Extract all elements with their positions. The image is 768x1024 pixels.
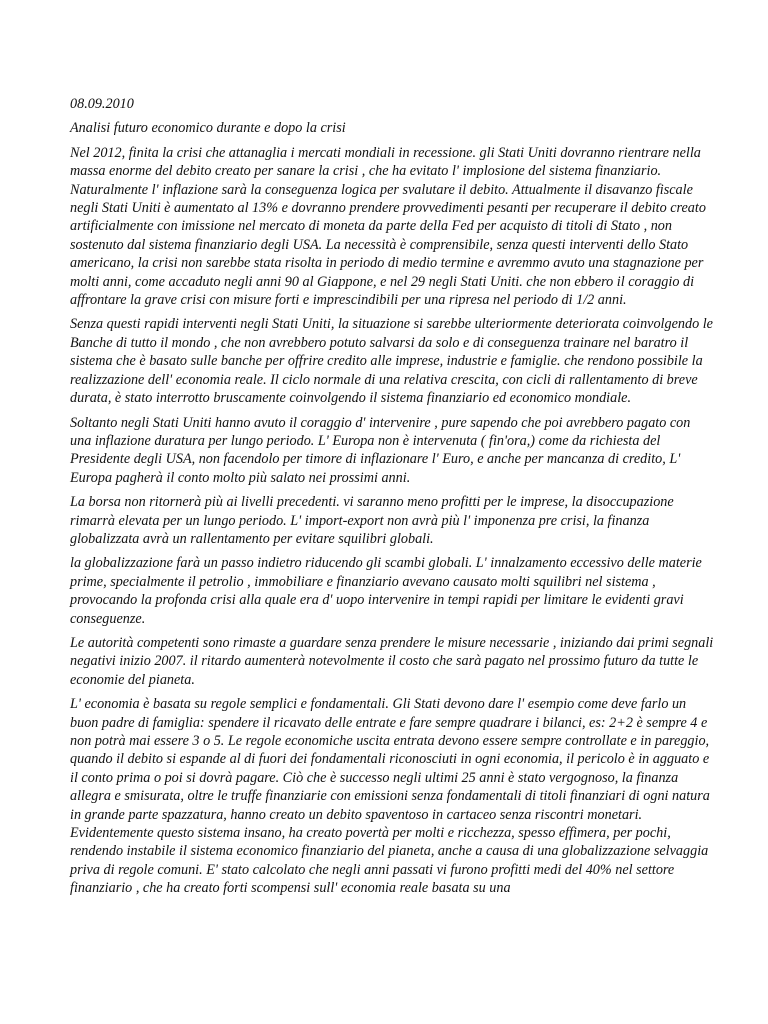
paragraph-1: Nel 2012, finita la crisi che attanaglia i mercati mondiali in recessione. gli Stati Uniti dovranno rientrare nella massa enorme del debito creato per sanare la crisi , che ha evitato l' implosione del sistema finanziario. Naturalmente l' inflazione sarà la conseguenza logica per svalutare il debito. Attualmente il disavanzo fiscale negli Stati Uniti è aumentato al 13% e dovranno prendere provvedimenti pesanti per recuperare il debito creato artificialmente con imissione nel mercato di moneta da parte della Fed per acquisto di titoli di Stato , non sostenuto dal sistema finanziario degli USA. La necessità è comprensibile, senza questi interventi dello Stato americano, la crisi non sarebbe stata risolta in periodo di medio termine e avremmo avuto una stagnazione per molti anni, come accaduto negli anni 90 al Giappone, e nel 29 negli Stati Uniti. che non ebbero il coraggio di affrontare la grave crisi con misure forti e imprescindibili per una ripresa nel periodo di 1/2 anni. [70, 144, 706, 309]
document-page [70, 95, 714, 904]
document-date: 08.09.2010 [70, 96, 134, 112]
paragraph-4: La borsa non ritornerà più ai livelli precedenti. vi saranno meno profitti per le imprese, la disoccupazione rimarrà elevata per un lungo periodo. L' import-export non avrà più l' imponenza pre crisi, la finanza globalizzata avrà un rallentamento per evitare squilibri globali. [70, 494, 674, 547]
paragraph-6: Le autorità competenti sono rimaste a guardare senza prendere le misure necessarie , iniziando dai primi segnali negativi inizio 2007. il ritardo aumenterà notevolmente il costo che sarà pagato nel prossimo futuro da tutte le economie del pianeta. [70, 634, 714, 688]
document-title: Analisi futuro economico durante e dopo la crisi [70, 120, 346, 137]
paragraph-5: la globalizzazione farà un passo indietro riducendo gli scambi globali. L' innalzamento eccessivo delle materie prime, specialmente il petrolio , immobiliare e finanziario avevano causato molti squilibri nel sistema , provocando la profonda crisi alla quale era d' uopo intervenire in tempi rapidi per limitare le evidenti gravi conseguenze. [70, 555, 702, 627]
paragraph-7: L' economia è basata su regole semplici e fondamentali. Gli Stati devono dare l' esempio come deve farlo un buon padre di famiglia: spendere il ricavato delle entrate e fare sempre quadrare i bilanci, es: 2+2 è sempre 4 e non potrà mai essere 3 o 5. Le regole economiche uscita entrata devono essere sempre controllate e in pareggio, quando il debito si espande al di fuori dei fondamentali riconosciuti in ogni economia, il pericolo è in agguato e il conto prima o poi si dovrà pagare. Ciò che è successo negli ultimi 25 anni è stato vergognoso, la finanza allegra e smisurata, oltre le truffe finanziarie con emissioni senza fondamentali di titoli finanziari di ogni natura in grande parte spazzatura, hanno creato un debito spaventoso in cartaceo senza riscontri monetari. Evidentemente questo sistema insano, ha creato povertà per molti e ricchezza, spesso effimera, per pochi, rendendo instabile il sistema economico finanziario del pianeta, anche a causa di una globalizzazione selvaggia priva di regole comuni. E' stato calcolato che negli anni passati vi furono profitti medi del 40% nel settore finanziario , che ha creato forti scompensi sull' economia reale basata su una [70, 696, 710, 897]
paragraph-2: Senza questi rapidi interventi negli Stati Uniti, la situazione si sarebbe ulteriormente deteriorata coinvolgendo le Banche di tutto il mondo , che non avrebbero potuto salvarsi da solo e di conseguenza trainare nel baratro il sistema che è basato sulle banche per offrire credito alle imprese, industrie e famiglie. che rendono possibile la realizzazione dell' economia reale. Il ciclo normale di una relativa crescita, con cicli di rallentamento di breve durata, è stato interrotto bruscamente coinvolgendo il sistema finanziario ed economico mondiale. [70, 316, 713, 407]
paragraph-3: Soltanto negli Stati Uniti hanno avuto il coraggio d' intervenire , pure sapendo che poi avrebbero pagato con una inflazione duratura per lungo periodo. L' Europa non è intervenuta ( fin'ora,) come da richiesta del Presidente degli USA, non facendolo per timore di inflazionare l' Euro, e anche per mancanza di credito, L' Europa pagherà il conto molto più salato nei prossimi anni. [70, 414, 691, 486]
